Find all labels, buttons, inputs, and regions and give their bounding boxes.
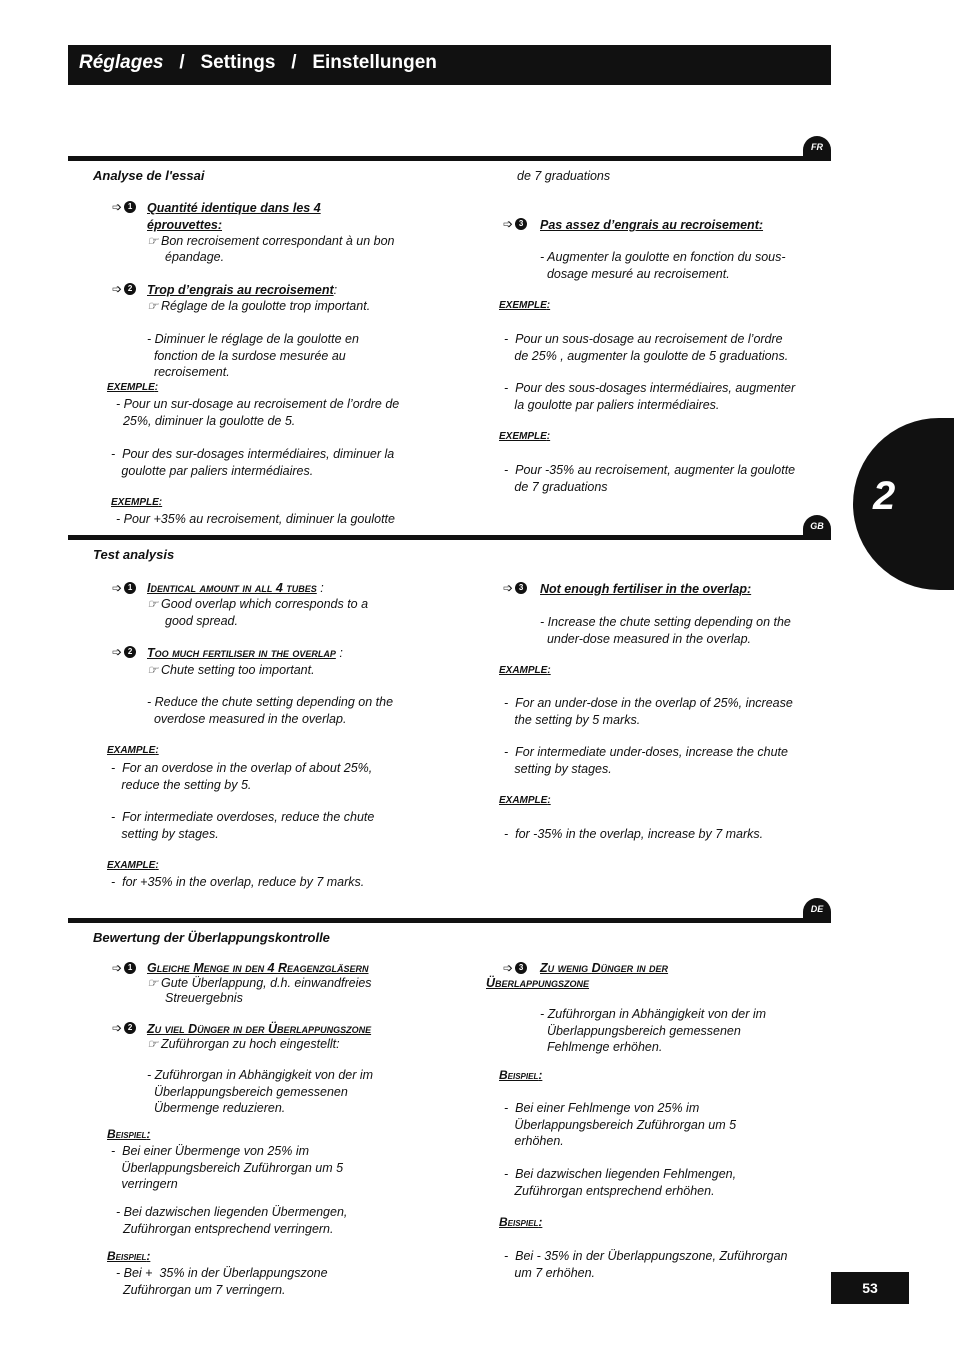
section-rule-de — [68, 918, 831, 923]
number-2-icon: 2 — [124, 283, 136, 295]
bullet-1-heading-de: Gleiche Menge in den 4 Reagenzgläsern — [147, 961, 369, 975]
example-2-text-de: - Bei + 35% in der Überlappungszone Zuführorgan um 7 verringern. — [116, 1266, 328, 1297]
bullet-3-fr — [503, 218, 527, 230]
section-title-fr: Analyse de l'essai — [93, 168, 205, 183]
bullet-2-action-fr: - Diminuer le réglage de la goulotte en fonction de la surdose mesurée au recroisement. — [147, 332, 359, 379]
bullet-2-text-fr: ☞ Réglage de la goulotte trop important. — [147, 299, 371, 313]
pointing-hand-icon: ☞ — [147, 1037, 159, 1051]
example-4-text-de: - Bei - 35% in der Überlappungszone, Zuführorgan um 7 erhöhen. — [504, 1249, 788, 1280]
title-separator: / — [163, 52, 201, 73]
bullet-3-action-gb: - Increase the chute setting depending on the under-dose measured in the overlap. — [540, 615, 791, 646]
bullet-1-text-fr-2: épandage. — [165, 250, 225, 264]
example-label-gb-4: EXAMPLE: — [499, 795, 551, 806]
section-rule-gb — [68, 535, 831, 540]
bullet-1-text-de: ☞ Gute Überlappung, d.h. einwandfreies — [147, 976, 372, 990]
arrow-icon: ➩ — [112, 645, 123, 659]
bullet-1-heading-gb: Identical amount in all 4 tubes : — [147, 581, 324, 595]
bullet-3-heading-de-2: Überlappungszone — [486, 976, 590, 990]
example-label-fr-2: EXEMPLE: — [111, 497, 163, 508]
title-separator: / — [275, 52, 313, 73]
chapter-number: 2 — [873, 474, 896, 518]
arrow-icon: ➩ — [112, 200, 123, 214]
bullet-1-fr — [112, 201, 136, 213]
bullet-3-gb — [503, 582, 527, 594]
example-label-gb-2: EXAMPLE: — [107, 860, 159, 871]
page-number: 53 — [831, 1272, 909, 1304]
pointing-hand-icon: ☞ — [147, 976, 159, 990]
arrow-icon: ➩ — [503, 581, 514, 595]
example-2-text-gb: - for +35% in the overlap, reduce by 7 marks. — [111, 875, 365, 889]
pointing-hand-icon: ☞ — [147, 663, 159, 677]
example-label-fr: EXEMPLE: — [107, 382, 159, 393]
bullet-1-text-de-2: Streuergebnis — [165, 991, 243, 1005]
title-de: Einstellungen — [312, 52, 437, 73]
title-fr: Réglages — [79, 52, 164, 73]
number-3-icon: 3 — [515, 218, 527, 230]
bullet-2-action-de: - Zuführorgan in Abhängigkeit von der im Überlappungsbereich gemessenen Übermenge reduzieren. — [147, 1068, 374, 1115]
section-rule-fr — [68, 156, 831, 161]
chapter-tab — [853, 418, 954, 590]
example-1b-text-gb: - For intermediate overdoses, reduce the chute setting by stages. — [111, 810, 375, 841]
bullet-3-heading-de: Zu wenig Dünger in der — [540, 961, 669, 975]
bullet-3-de — [503, 962, 527, 974]
bullet-1-text-gb-2: good spread. — [165, 614, 238, 628]
lang-badge-fr: FR — [803, 136, 831, 158]
example-3-text-gb: - For an under-dose in the overlap of 25%, increase the setting by 5 marks. — [504, 696, 793, 727]
example-label-gb: EXAMPLE: — [107, 745, 159, 756]
bullet-2-de — [112, 1022, 136, 1034]
bullet-1-gb — [112, 582, 136, 594]
bullet-2-gb — [112, 646, 136, 658]
bullet-2-action-gb: - Reduce the chute setting depending on the overdose measured in the overlap. — [147, 695, 394, 726]
page-header — [68, 45, 831, 85]
number-1-icon: 1 — [124, 201, 136, 213]
example-1-text-de: - Bei einer Übermenge von 25% im Überlappungsbereich Zuführorgan um 5 verringern — [111, 1144, 344, 1191]
arrow-icon: ➩ — [112, 282, 123, 296]
example-2-text-fr: - Pour +35% au recroisement, diminuer la goulotte — [116, 512, 395, 526]
arrow-icon: ➩ — [112, 581, 123, 595]
example-3b-text-de: - Bei dazwischen liegenden Fehlmengen, Zuführorgan entsprechend erhöhen. — [504, 1167, 737, 1198]
example-1-text-gb: - For an overdose in the overlap of about 25%, reduce the setting by 5. — [111, 761, 373, 792]
bullet-2-heading-de: Zu viel Dünger in der Überlappungszone — [147, 1022, 372, 1036]
example-4-text-gb: - for -35% in the overlap, increase by 7 marks. — [504, 827, 764, 841]
bullet-2-heading-fr: Trop d’engrais au recroisement: — [147, 283, 338, 297]
pointing-hand-icon: ☞ — [147, 234, 159, 248]
lang-badge-gb: GB — [803, 515, 831, 537]
arrow-icon: ➩ — [112, 961, 123, 975]
arrow-icon: ➩ — [503, 961, 514, 975]
bullet-2-heading-gb: Too much fertiliser in the overlap : — [147, 646, 343, 660]
arrow-icon: ➩ — [503, 217, 514, 231]
number-1-icon: 1 — [124, 962, 136, 974]
example-label-de-2: Beispiel: — [107, 1249, 151, 1263]
example-4-text-fr: - Pour -35% au recroisement, augmenter la goulotte de 7 graduations — [504, 463, 796, 494]
example-label-fr-4: EXEMPLE: — [499, 431, 551, 442]
section-title-de: Bewertung der Überlappungskontrolle — [93, 930, 330, 945]
bullet-1-text-fr: ☞ Bon recroisement correspondant à un bon — [147, 234, 395, 248]
example-label-de-4: Beispiel: — [499, 1215, 543, 1229]
bullet-3-action-de: - Zuführorgan in Abhängigkeit von der im Überlappungsbereich gemessenen Fehlmenge erhöhen. — [540, 1007, 767, 1054]
example-3b-text-gb: - For intermediate under-doses, increase the chute setting by stages. — [504, 745, 788, 776]
example-1b-text-de: - Bei dazwischen liegenden Übermengen, Zuführorgan entsprechend verringern. — [116, 1205, 348, 1236]
example-label-gb-3: EXAMPLE: — [499, 665, 551, 676]
bullet-2-fr — [112, 283, 136, 295]
number-3-icon: 3 — [515, 582, 527, 594]
number-1-icon: 1 — [124, 582, 136, 594]
continuation-text-fr: de 7 graduations — [517, 169, 611, 183]
bullet-1-de — [112, 962, 136, 974]
pointing-hand-icon: ☞ — [147, 597, 159, 611]
section-title-gb: Test analysis — [93, 547, 175, 562]
bullet-3-action-fr: - Augmenter la goulotte en fonction du sous- dosage mesuré au recroisement. — [540, 250, 786, 281]
bullet-3-heading-fr: Pas assez d’engrais au recroisement: — [540, 218, 764, 232]
example-1b-text-fr: - Pour des sur-dosages intermédiaires, diminuer la goulotte par paliers intermédiaires. — [111, 447, 395, 478]
bullet-2-text-gb: ☞ Chute setting too important. — [147, 663, 315, 677]
bullet-2-text-de: ☞ Zuführorgan zu hoch eingestellt: — [147, 1037, 340, 1051]
number-2-icon: 2 — [124, 646, 136, 658]
number-2-icon: 2 — [124, 1022, 136, 1034]
example-3b-text-fr: - Pour des sous-dosages intermédiaires, augmenter la goulotte par paliers intermédiaires. — [504, 381, 796, 412]
bullet-3-heading-gb: Not enough fertiliser in the overlap: — [540, 582, 752, 596]
arrow-icon: ➩ — [112, 1021, 123, 1035]
example-label-de: Beispiel: — [107, 1127, 151, 1141]
pointing-hand-icon: ☞ — [147, 299, 159, 313]
page-title — [79, 52, 437, 74]
title-en: Settings — [200, 52, 276, 73]
example-label-de-3: Beispiel: — [499, 1068, 543, 1082]
lang-badge-de: DE — [803, 898, 831, 920]
example-1-text-fr: - Pour un sur-dosage au recroisement de l’ordre de 25%, diminuer la goulotte de 5. — [116, 397, 400, 428]
number-3-icon: 3 — [515, 962, 527, 974]
bullet-1-text-gb: ☞ Good overlap which corresponds to a — [147, 597, 369, 611]
example-label-fr-3: EXEMPLE: — [499, 300, 551, 311]
example-3-text-de: - Bei einer Fehlmenge von 25% im Überlappungsbereich Zuführorgan um 5 erhöhen. — [504, 1101, 737, 1148]
example-3-text-fr: - Pour un sous-dosage au recroisement de l’ordre de 25% , augmenter la goulotte de 5 graduations. — [504, 332, 789, 363]
bullet-1-heading-fr: Quantité identique dans les 4 éprouvettes: — [147, 201, 321, 232]
